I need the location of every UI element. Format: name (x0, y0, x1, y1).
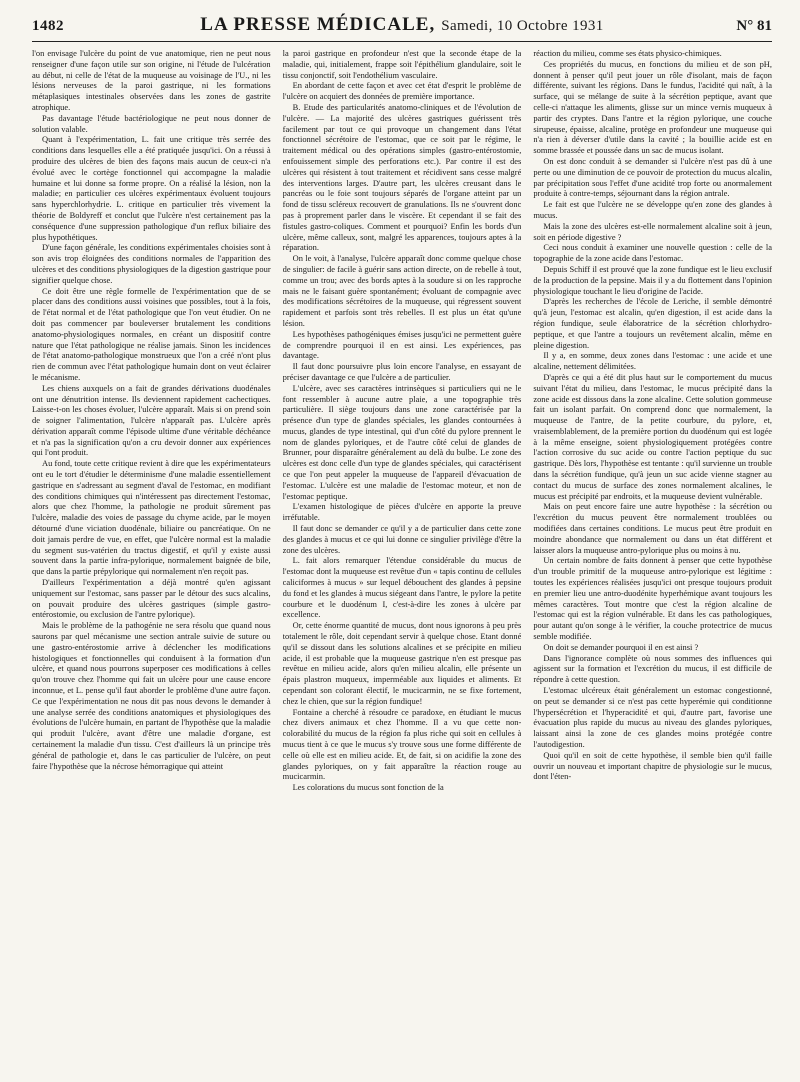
paragraph: Au fond, toute cette critique revient à dire que les expérimentateurs ont eu le tort d'étudier le déterminisme d'une maladie essentiellement gastrique en s'adressant au segment d'aval de l'estomac, en modifiant des conditions chimiques qui n'intéressent pas directement l'estomac, alors que chez l'homme, la pathologie ne produit sûrement pas l'ulcère, maladie des voies de passage du chyme acide, par le moyen détourné d'une viciation duodénale, biliaire ou pancréatique. On ne doit jamais perdre de vue, en effet, que l'ulcère normal est la maladie du segment sus-vatérien du tractus digestif, et qu'il y existe aussi souvent dans la partie infra-pylorique, normalement baignée de bile, que dans la partie prépylorique qui normalement n'en reçoit pas. (32, 458, 271, 577)
paragraph: D'après ce qui a été dit plus haut sur le comportement du mucus suivant l'état du milieu, dans l'estomac, le mucus précipité dans la zone acide est dissous dans la zone alcaline. Cette solution gommeuse fait un isolant parfait. On comprend donc que normalement, la muqueuse de l'antre, de la petite courbure, du pylore, et, vraisemblablement, de la première portion du duodénum qui est logée à la même enseigne, soient physiologiquement protégées contre l'action corrosive du suc acide ou contre l'action peptique du suc gastrique. Dès lors, l'hypothèse est tentante : qu'il survienne un trouble dans la sécrétion fundique, qu'à jeun un suc acide vienne stagner au contact du mucus de surface des zones normalement alcalines, le mucus est précipité par endroits, et la muqueuse devient vulnérable. (533, 371, 772, 501)
text-column-3 (533, 48, 772, 1080)
paragraph: Fontaine a cherché à résoudre ce paradoxe, en étudiant le mucus chez divers animaux et chez l'homme. Il a vu que cette non-colorabilité du mucus de la région fa plus riche qui soit en cellules à mucus tient à ce que le mucus s'y trouve sous une forme différente de celle où elle est en milieu acide. Et, de fait, si on acidifie la zone des glandes pyloriques, on y fait apparaître la réaction rouge au mucicarmin. (282, 706, 522, 782)
paragraph: Les colorations du mucus sont fonction de la (292, 782, 444, 793)
paragraph: Ceci nous conduit à examiner une nouvelle question : celle de la topographie de la zone acide dans l'estomac. (533, 242, 772, 264)
paragraph: Mais la zone des ulcères est-elle normalement alcaline soit à jeun, soit en période digestive ? (533, 220, 772, 242)
paragraph: En abordant de cette façon et avec cet état d'esprit le problème de l'ulcère on acquiert des données de première importance. (282, 80, 522, 102)
paragraph: On doit se demander pourquoi il en est ainsi ? (543, 641, 699, 652)
paragraph: L'ulcère, avec ses caractères intrinsèques si particuliers qui ne le font ressembler à aucune autre plaie, a une topographie très particulière. Il siège toujours dans une zone caractérisée par la présence d'un type de glandes spéciales, les glandes contournées à mucus, glandes de type intestinal, qui d'un côté du pylore prennent le nom de glandes pyloriques, et de l'autre côté celui de glandes de Brunner, pour disparaître généralement au delà du bulbe. Le zone des ulcères est donc celle d'un type de glandes spéciales, qui caractérisent ce que l'on peut appeler la muqueuse de l'appareil d'évacuation de l'estomac. L'ulcère est une maladie de l'estomac moteur, et non de l'estomac peptique. (282, 382, 522, 501)
paragraph: Depuis Schiff il est prouvé que la zone fundique est le lieu exclusif de la production de la pepsine. Mais il y a du flottement dans l'opinion physiologique touchant le lieu d'origine de l'acide. (533, 263, 772, 296)
paragraph: L. fait alors remarquer l'étendue considérable du mucus de l'estomac dont la muqueuse est revêtue d'un « tapis continu de cellules caliciformes à mucus » sur lequel débouchent des glandes à pepsine du fond et les glandes à mucus siégeant dans l'antre, le pylore la petite courbure et le duodénum I, c'est-à-dire les zones à ulcère par excellence. (282, 555, 522, 620)
paragraph: Il faut donc poursuivre plus loin encore l'analyse, en essayant de préciser davantage ce que l'ulcère a de particulier. (282, 361, 522, 382)
paragraph: Les chiens auxquels on a fait de grandes dérivations duodénales ont une dénutrition intense. Ils deviennent rapidement cachectiques. Laisse-t-on les choses évoluer, l'ulcère apparaît. Mais si on prend soin de soigner l'alimentation, l'ulcère n'apparaît pas. L'ulcère après dérivation apparaît comme l'épisode ultime d'une véritable déchéance et n'a pas la signification qu'on a cru devoir donner aux expériences qui l'ont produit. (32, 382, 271, 458)
journal-title (102, 14, 702, 36)
paragraph: Ces propriétés du mucus, en fonctions du milieu et de son pH, donnent à penser qu'il peut jouer un rôle d'isolant, mais de façon différente, suivant les régions. Dans le fundus, l'acidité qui naît, à la surface, qui se mélange de suite à la sécrétion peptique, avant que celle-ci n'attaque les aliments, glisse sur un mince vernis muqueux à partir des cryptes. Dans l'antre et la région pylorique, une couche sirupeuse, épaisse, alcaline, protège en profondeur une muqueuse qui n'a rien à déverser d'utile dans la cavité ; la bouillie acide est en somme brassée et poussée dans un sac de mucus isolant. (533, 58, 772, 156)
paragraph: réaction du milieu, comme ses états physico-chimiques. (533, 48, 722, 58)
paragraph: Ce doit être une règle formelle de l'expérimentation que de se placer dans des conditions aussi voisines que possibles, tout à la fois, de l'état normal et de l'état pathologique que l'on veut étudier. On ne doit pas commencer par bouleverser brutalement les conditions anatomo-physiologiques normales, en créant un dispositif contre nature que l'état pathologique ne réalise jamais. Sinon les incidences de l'état anatomo-pathologique monstrueux que l'on a créé n'ont plus rien de commun avec l'état pathologique humain dont on veut éclairer le mécanisme. (32, 285, 271, 382)
text-column-1 (32, 48, 271, 1080)
paragraph: Quant à l'expérimentation, L. fait une critique très serrée des conditions dans lesquelles elle a été pratiquée jusqu'ici. On a réussi à produire des ulcères de bien des façons mais aucun de ceux-ci n'a évolué avec le cortège fonctionnel qui accompagne la maladie humaine et lui donne sa forme propre. On a réalisé la lésion, non la maladie; en particulier ces ulcères expérimentaux évoluent toujours sans hyperchlorhydrie. L. critique en particulier très vivement la théorie de Boldyreff et conclut que l'ulcère n'est certainement pas la conséquence d'une suppression pathologique d'un reflux biliaire des plus hypothétiques. (32, 134, 271, 242)
paragraph: Il y a, en somme, deux zones dans l'estomac : une acide et une alcaline, nettement délimitées. (533, 350, 772, 372)
paragraph: la paroi gastrique en profondeur n'est que la seconde étape de la maladie, qui, initialement, frappe soit l'épithélium glandulaire, soit le tissu conjonctif, soit l'endothélium vasculaire. (282, 48, 522, 80)
paragraph: Or, cette énorme quantité de mucus, dont nous ignorons à peu près totalement le rôle, doit cependant servir à quelque chose. Etant donné qu'il se dissout dans les solutions alcalines et se précipite en milieu acide, il est probable que la muqueuse gastrique n'en est presque pas revêtue en milieu acide, alors qu'en milieu alcalin, elle présente un épais plastron muqueux, imperméable aux liquides et aliments. Et cependant son colorant électif, le mucicarmin, ne se fixe fortement, chez le chien, que sur la région fundique! (282, 620, 522, 706)
paragraph: D'ailleurs l'expérimentation a déjà montré qu'en agissant uniquement sur l'estomac, sans passer par le détour des sucs alcalins, on pouvait produire des ulcères gastriques (simple gastro-entérostomie, ou exclusion de l'antre pylorique). (32, 577, 271, 620)
page-header (32, 14, 772, 42)
paragraph: L'estomac ulcéreux était généralement un estomac congestionné, on peut se demander si ce n'est pas cette hyperémie qui conditionne l'hypersécrétion et l'hyperacidité et qui, d'autre part, favorise une évacuation plus rapide du mucus au niveau des glandes pyloriques, laissant ainsi la zone de ces glandes moins protégée contre l'autodigestion. (533, 685, 772, 749)
paragraph: l'on envisage l'ulcère du point de vue anatomique, rien ne peut nous renseigner d'une façon utile sur son origine, ni l'étude de l'ulcération au début, ni celle de l'état de la muqueuse au voisinage de l'U., ni les lésions nerveuses de la paroi gastrique, ni les formations métaplasiques intestinales observées dans les zones de gastrite atrophique. (32, 48, 271, 112)
paragraph: D'une façon générale, les conditions expérimentales choisies sont à son avis trop éloignées des conditions normales de l'apparition des ulcères et des conditions physiologiques de la digestion gastrique pour signifier quelque chose. (32, 242, 271, 285)
paragraph: On est donc conduit à se demander si l'ulcère n'est pas dû à une perte ou une diminution de ce pouvoir de protection du mucus alcalin, par précipitation sous l'effet d'une acidité trop forte ou anormalement produite à contre-temps, séjournant dans la région antrale. (533, 155, 772, 199)
paragraph: Mais on peut encore faire une autre hypothèse : la sécrétion ou l'excrétion du mucus peuvent être normalement troublées ou modifiées dans certaines conditions. Le mucus peut être produit en moindre abondance que normalement ou dans un état différent et laisser alors la muqueuse antro-pylorique plus ou moins à nu. (533, 501, 772, 555)
paragraph: Quoi qu'il en soit de cette hypothèse, il semble bien qu'il faille ouvrir un nouveau et important chapitre de physiologie sur le mucus, dont l'éten- (533, 749, 772, 782)
paragraph: Le fait est que l'ulcère ne se développe qu'en zone des glandes à mucus. (533, 199, 772, 220)
paragraph: L'examen histologique de pièces d'ulcère en apporte la preuve irréfutable. (282, 501, 522, 523)
journal-name: LA PRESSE MÉDICALE, (200, 14, 436, 35)
issue-date: Samedi, 10 Octobre 1931 (441, 18, 604, 34)
paragraph: B. Etude des particularités anatomo-cliniques et de l'évolution de l'ulcère. — La majorité des ulcères gastriques guérissent très facilement par tout ce qui provoque un changement dans l'état fonctionnel sécrétoire de l'estomac, que ce soit par le régime, le traitement médical ou des opérations simples (gastro-entérostomie, enfouissement simple des perforations etc.). Par contre il est des ulcères qui résistent à tout traitement et récidivent sans cesse malgré des interventions larges. D'autre part, les ulcères creusant dans le pancréas ou le foie sont toujours séparés de l'organe atteint par un fond de tissu scléreux recouvert de granulations. Ils ne s'ouvrent donc pas à proprement parler dans le viscère. Et cependant il se fait des fistules gastro-coliques. Comment et pourquoi? Enfin les bords d'un ulcère, même calleux, sont, malgré les apparences, toujours aptes à la réparation. (282, 101, 522, 253)
text-column-2 (283, 48, 522, 1080)
paragraph: Les hypothèses pathogéniques émises jusqu'ici ne permettent guère de comprendre pourquoi il en est ainsi. Les expériences, pas davantage. (282, 328, 522, 361)
paragraph: Un certain nombre de faits donnent à penser que cette hypothèse d'un trouble primitif de la muqueuse antro-pylorique est légitime : toutes les expériences réalisées jusqu'ici ont presque toujours produit en premier lieu une antro-duodénite hyperhémique avant toujours les mêmes caractères. Tout montre que c'est la région alcaline de l'estomac qui est la région vulnérable. Et dans les cas pathologiques, pour autant qu'on songe à le vérifier, la couche protectrice de mucus semble modifiée. (533, 555, 772, 642)
paragraph: D'après les recherches de l'école de Leriche, il semble démontré qu'à jeun, l'estomac est alcalin, qu'en digestion, il est acide dans la région fundique, seule élaboratrice de la sécrétion chlorhydro-peptique, et que l'antre a toujours un revêtement alcalin, même en pleine digestion. (533, 296, 772, 350)
paragraph: Il faut donc se demander ce qu'il y a de particulier dans cette zone des glandes à mucus et ce qui lui donne ce singulier privilège d'être la zone des ulcères. (282, 523, 522, 555)
paragraph: Mais le problème de la pathogénie ne sera résolu que quand nous saurons par quel mécanisme une section antrale suivie de suture ou une gastro-entérostomie arrive à déclencher les modifications histologiques et fonctionnelles qui conduisent à la formation d'un ulcère, et quand nous pourrons superposer ces modifications à celles qu'on trouve chez l'homme qui fait un ulcère pour une cause encore inconnue, et L. pense qu'il faut aborder le problème d'une autre façon. Ce que l'expérimentation ne nous dit pas nous devons le demander à une analyse serrée des conditions anatomiques et physiologiques des évolutions de l'ulcère humain, en partant de l'hypothèse que la maladie qui produit l'ulcère, avant d'être une maladie d'organe, est certainement la maladie d'un tissu. C'est d'ailleurs là un principe très général de pathologie et, dans le cas particulier de l'ulcère, on peut faire l'hypothèse que la nécrose hémorragique qui atteint (32, 620, 271, 771)
paragraph: Dans l'ignorance complète où nous sommes des influences qui agissent sur la formation et l'excrétion du mucus, il est difficile de répondre à cette question. (533, 652, 772, 685)
issue-number: N° 81 (736, 18, 772, 34)
article-columns (32, 48, 772, 1080)
paragraph: Pas davantage l'étude bactériologique ne peut nous donner de solution valable. (32, 112, 271, 134)
page-number: 1482 (32, 18, 64, 34)
paragraph: On le voit, à l'analyse, l'ulcère apparaît donc comme quelque chose de singulier: de facile à guérir sans action directe, on de rebelle à tout, comme un trou; avec des bords aptes à la soudure si on les rapproche mais ne le faisant guère spontanément; évoluant de compagnie avec des modifications sécrétoires de la muqueuse, qui régressent souvent rapidement et parfois sont très rebelles. Il est plus un état qu'une lésion. (282, 253, 522, 328)
